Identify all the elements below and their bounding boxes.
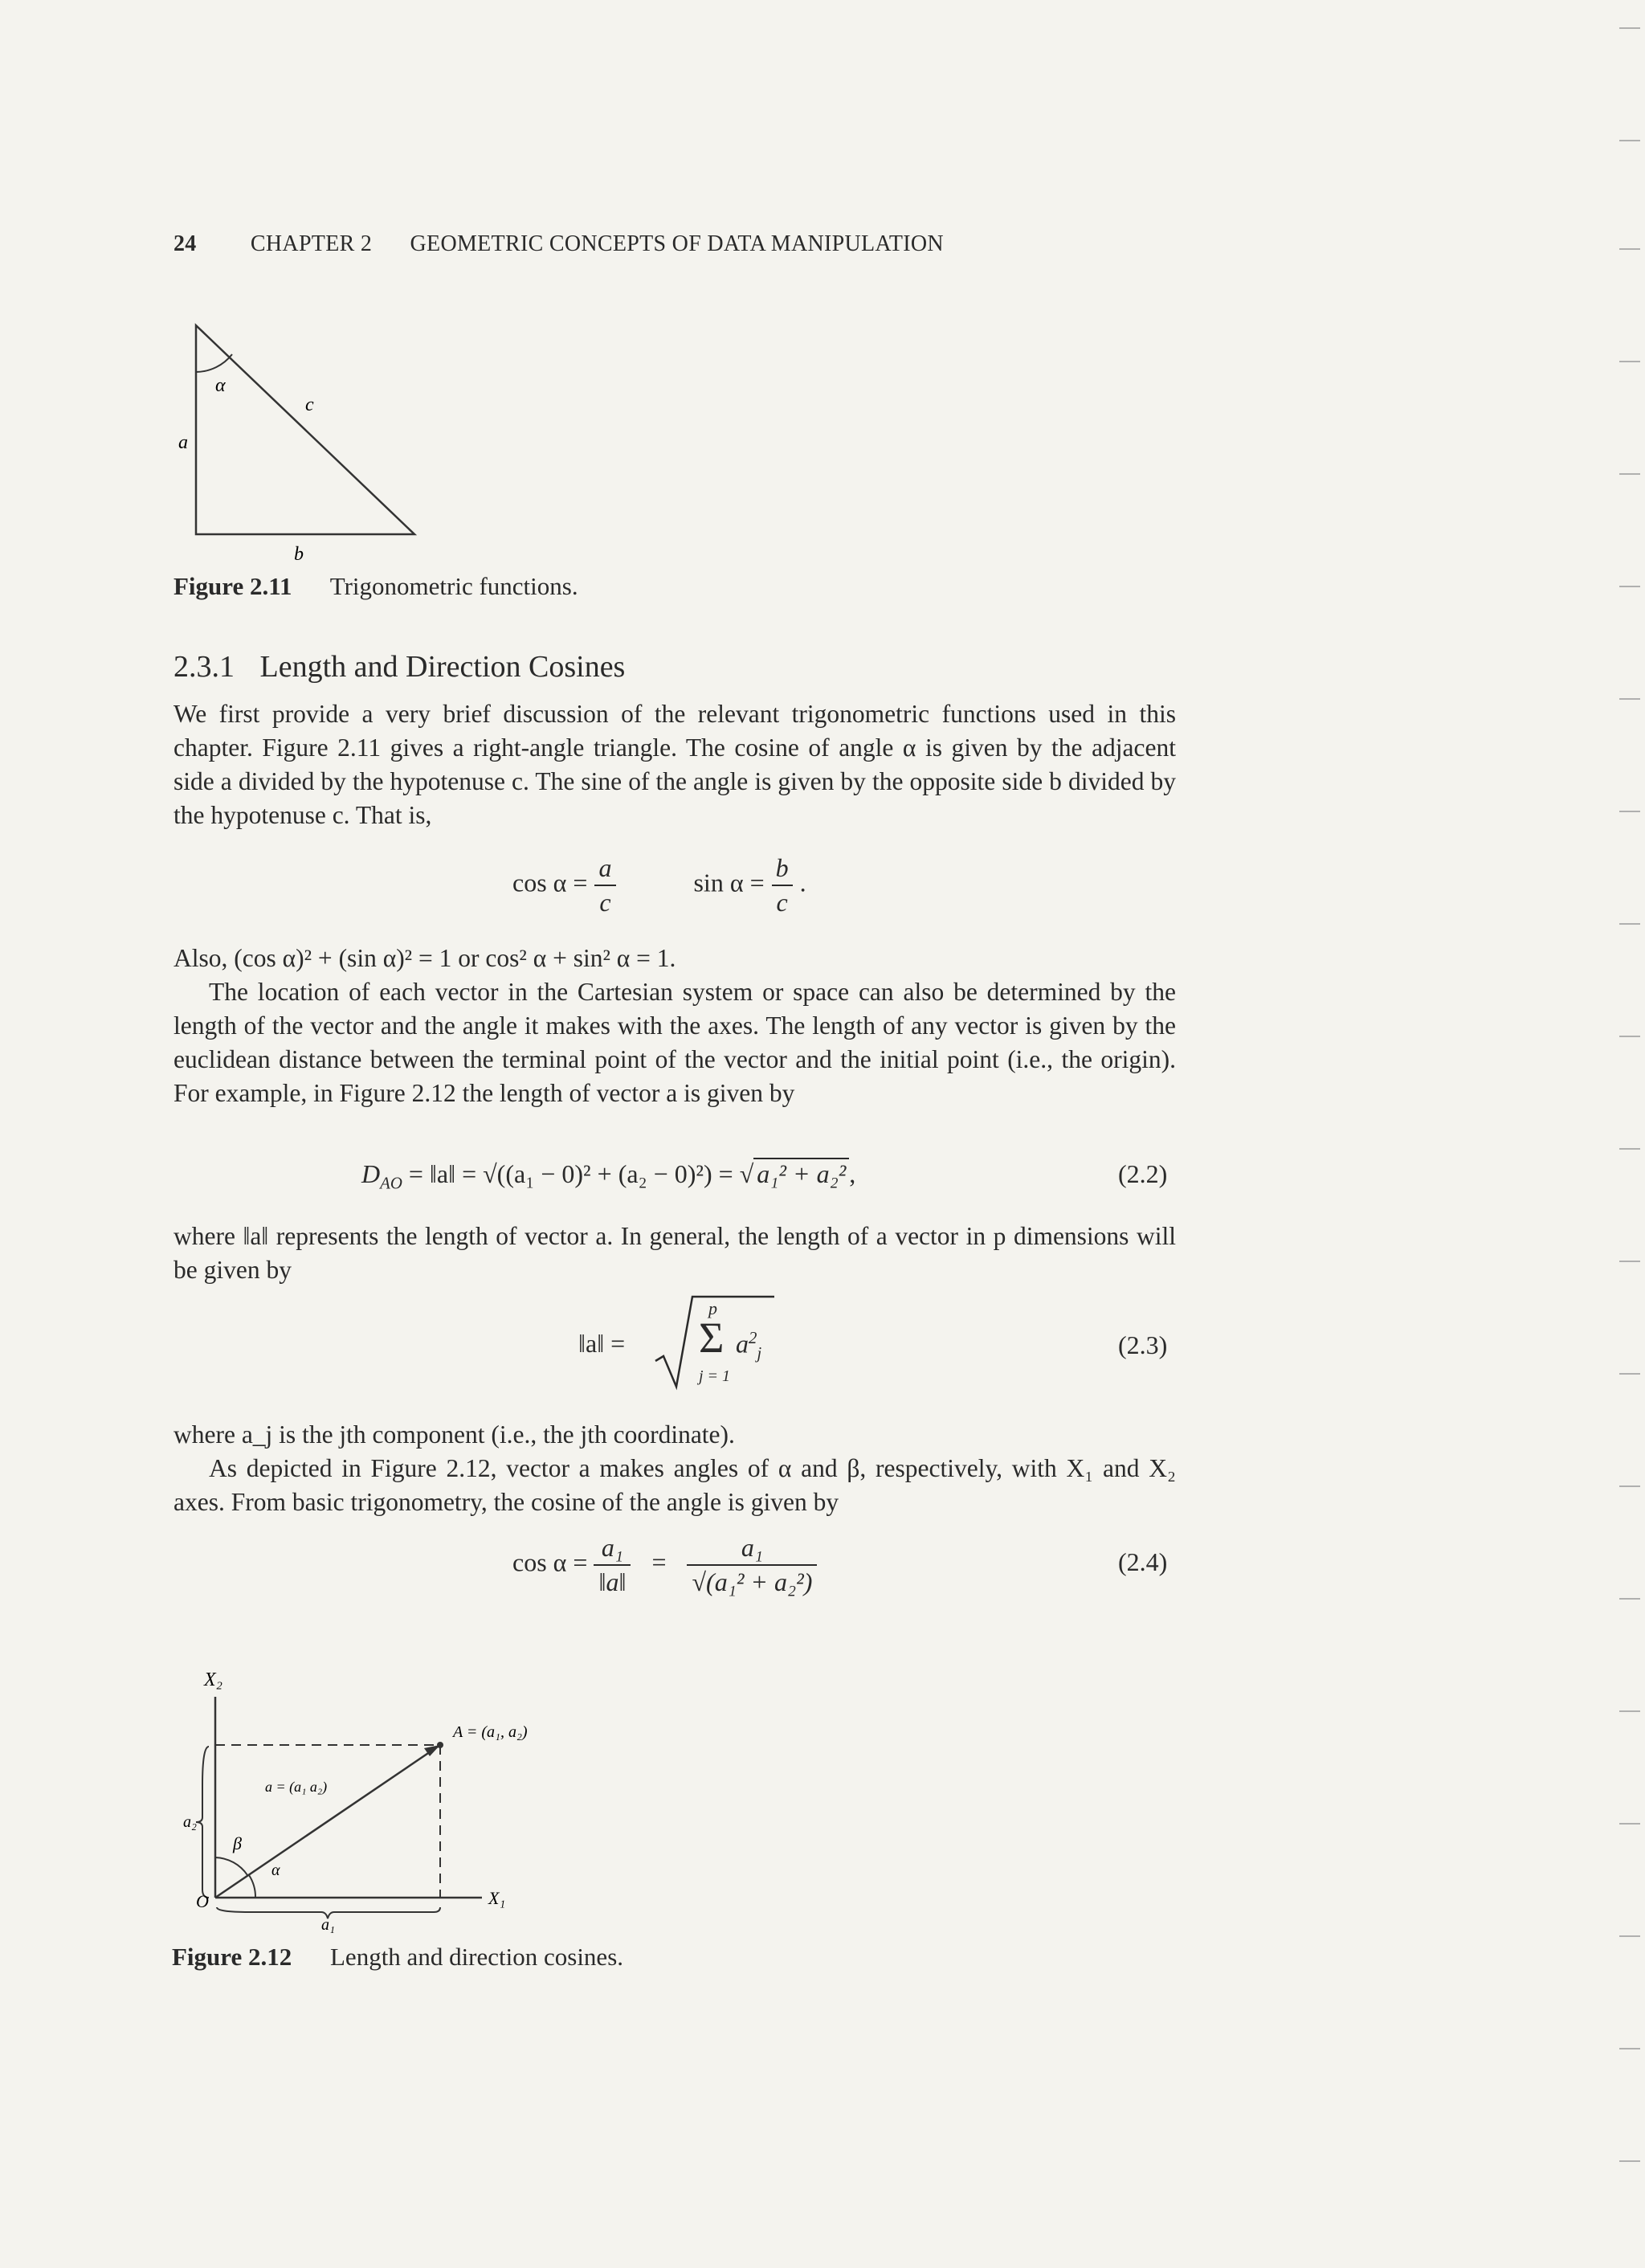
figure-2-11-diagram [169,317,442,582]
section-heading [173,649,625,684]
cos-numerator: a [598,853,612,882]
sin-numerator: b [775,853,789,882]
sum-symbol: Σ [699,1314,725,1362]
terminal-point [437,1742,443,1748]
fraction-2-denominator: √(a₁² + a₂²) [687,1564,817,1597]
equation-middle: = ‖a‖ = √((a₁ − 0)² + (a₂ − 0)²) = [402,1159,740,1188]
identity-text: Also, (cos α)² + (sin α)² = 1 or cos² α + sin² α = 1. [173,944,676,972]
caption-text: Trigonometric functions. [329,572,578,600]
sum-lower-limit: j = 1 [699,1367,731,1385]
equation-2-2: $D_{AO}$ = ‖a‖ = √((a₁ − 0)² + (a₂ − 0)²) = √ a₁² + a₂² , [361,1159,856,1193]
x1-axis-label: X₁ [488,1888,506,1908]
right-triangle [196,325,414,534]
sin-denominator: c [772,885,793,917]
distance-subscript: AO [380,1174,402,1193]
angle-beta-arc [215,1857,247,1875]
chapter-title: GEOMETRIC CONCEPTS OF DATA MANIPULATION [410,231,944,256]
sin-lhs: sin α = [693,868,765,897]
chapter-label: CHAPTER 2 [250,231,373,256]
a2-label: a₂ [183,1813,197,1831]
page-edge-marks [1613,0,1645,2268]
paragraph-direction [173,1418,1176,1519]
x2-axis-label: X₂ [204,1669,223,1690]
paragraph-text: where ‖a‖ represents the length of vector a. In general, the length of a vector in p dimensions will be given by [173,1222,1176,1284]
figure-label: Figure 2.12 [172,1943,292,1971]
paragraph-text: The location of each vector in the Cartesian system or space can also be determined by the length of the vector and the angle it makes with the axes. The length of any vector is given by the euclidean distance between the terminal point of the vector and the initial point (i.e., the origin). For example, in Figure 2.12 the length of vector a is given by [173,978,1176,1107]
fraction-1-numerator: a₁ [601,1533,624,1562]
paragraph-intro [173,697,1176,832]
page-number: 24 [173,231,197,256]
vector-a [215,1745,440,1898]
vector-label: a = (a₁ a₂) [265,1779,328,1795]
side-b-label: b [294,544,304,565]
cos-lhs: cos α = [512,868,588,897]
fraction-1-denominator: ‖a‖ [594,1564,631,1597]
paragraph-general [173,1220,1176,1287]
paragraph-text: where a_j is the jth component (i.e., the jth coordinate). [173,1420,735,1449]
paragraph-identity [173,942,1176,1110]
distance-symbol: D [361,1159,381,1188]
figure-label: Figure 2.11 [173,572,292,600]
angle-alpha-arc [196,354,232,372]
equation-end: , [849,1159,856,1188]
cos-denominator: c [594,885,615,917]
fraction-2-numerator: a₁ [741,1533,763,1562]
equals-sign: = [651,1547,667,1577]
section-number: 2.3.1 [173,650,235,684]
equation-number: (2.3) [1118,1330,1168,1359]
point-a-label: A = (a₁, a₂) [453,1723,528,1741]
running-header [173,231,944,257]
beta-label: β [233,1833,242,1853]
origin-label: O [196,1891,209,1911]
figure-2-12-diagram [185,1657,570,1934]
hypotenuse-label: c [305,394,314,415]
figure-2-12-caption [172,1943,623,1972]
a2-brace [196,1747,209,1898]
equation-lhs: cos α = [512,1547,588,1577]
sum-term: a [736,1329,749,1359]
equation-end: . [799,868,806,897]
caption-text: Length and direction cosines. [330,1943,624,1971]
equation-number: (2.2) [1118,1159,1168,1188]
side-a-label: a [178,432,188,453]
alpha-label: α [271,1861,280,1879]
paragraph-text: We first provide a very brief discussion of the relevant trigonometric functions used in this chapter. Figure 2.11 gives a right-angle triangle. The cosine of angle α is given by the adjacent side a divided by the hypotenuse c. The sine of the angle is given by the opposite side b divided by the hypotenuse c. That is, [173,700,1176,829]
equation-trig [512,853,806,917]
alpha-label: α [215,375,226,396]
angle-alpha-arc [249,1875,255,1898]
paragraph-text: As depicted in Figure 2.12, vector a makes angles of α and β, respectively, with X₁ and X₂ axes. From basic trigonometry, the cosine of the angle is given by [173,1454,1176,1516]
section-title: Length and Direction Cosines [259,650,626,684]
equation-number: (2.4) [1118,1547,1168,1576]
equation-rhs: a₁² + a₂² [753,1158,849,1188]
a1-label: a₁ [321,1916,335,1934]
sum-term-subscript: j [757,1344,762,1363]
equation-2-4 [512,1533,817,1597]
equation-lhs: ‖a‖ = [578,1329,626,1358]
sum-upper-limit: p [708,1298,717,1318]
figure-2-11-caption [173,572,578,601]
